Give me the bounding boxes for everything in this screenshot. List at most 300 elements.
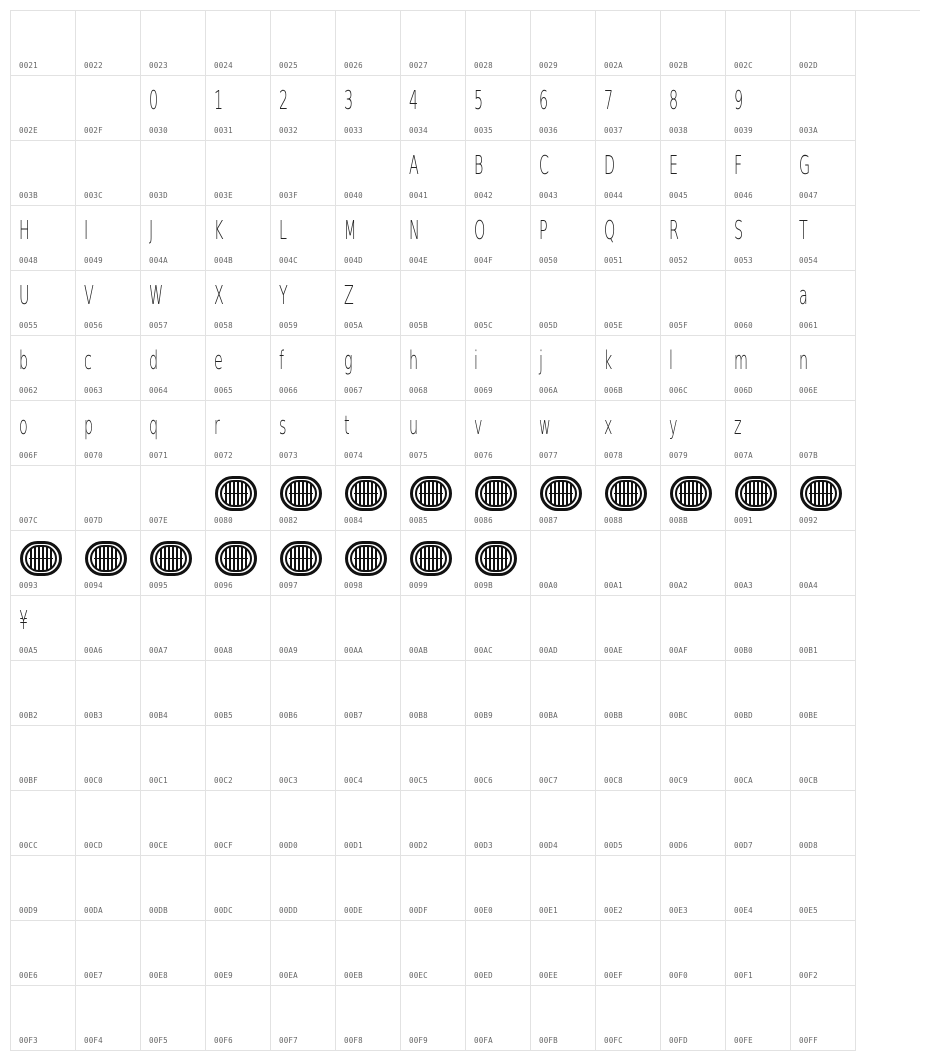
badge-glyph-icon <box>345 476 387 511</box>
glyph-cell <box>726 531 791 596</box>
glyph-codepoint: 0062 <box>19 386 38 395</box>
badge-glyph-icon <box>215 476 257 511</box>
glyph-codepoint: 0060 <box>734 321 753 330</box>
glyph-cell <box>726 11 791 76</box>
glyph-codepoint: 00A0 <box>539 581 558 590</box>
badge-glyph-icon <box>540 476 582 511</box>
glyph-cell <box>726 856 791 921</box>
glyph-preview: 6 <box>539 86 549 116</box>
glyph-codepoint: 00CC <box>19 841 38 850</box>
badge-glyph-icon <box>800 476 842 511</box>
glyph-codepoint: 00C9 <box>669 776 688 785</box>
glyph-cell <box>531 11 596 76</box>
glyph-codepoint: 003B <box>19 191 38 200</box>
glyph-codepoint: 00A2 <box>669 581 688 590</box>
glyph-preview: Z <box>344 281 354 311</box>
glyph-codepoint: 00CE <box>149 841 168 850</box>
glyph-codepoint: 0071 <box>149 451 168 460</box>
glyph-cell <box>336 531 401 596</box>
glyph-codepoint: 0085 <box>409 516 428 525</box>
glyph-cell <box>791 531 856 596</box>
glyph-codepoint: 00A5 <box>19 646 38 655</box>
glyph-codepoint: 00B4 <box>149 711 168 720</box>
glyph-cell <box>791 76 856 141</box>
glyph-cell <box>791 661 856 726</box>
glyph-cell <box>76 401 141 466</box>
glyph-cell <box>726 661 791 726</box>
badge-glyph <box>280 541 322 576</box>
glyph-codepoint: 00D4 <box>539 841 558 850</box>
glyph-codepoint: 0032 <box>279 126 298 135</box>
glyph-preview: Q <box>604 216 616 246</box>
glyph-cell <box>11 856 76 921</box>
glyph-cell <box>531 76 596 141</box>
glyph-cell <box>271 726 336 791</box>
glyph-codepoint: 00E7 <box>84 971 103 980</box>
glyph-cell <box>76 856 141 921</box>
glyph-cell <box>596 661 661 726</box>
badge-glyph-icon <box>410 476 452 511</box>
glyph-cell <box>271 856 336 921</box>
badge-glyph <box>85 541 127 576</box>
glyph-cell <box>141 271 206 336</box>
glyph-cell <box>531 856 596 921</box>
glyph-codepoint: 006C <box>669 386 688 395</box>
glyph-preview: o <box>19 411 28 441</box>
glyph-codepoint: 0037 <box>604 126 623 135</box>
glyph-cell <box>661 596 726 661</box>
glyph-codepoint: 005F <box>669 321 688 330</box>
glyph-preview: P <box>539 216 548 246</box>
glyph-cell <box>11 206 76 271</box>
glyph-cell <box>596 466 661 531</box>
glyph-codepoint: 0099 <box>409 581 428 590</box>
glyph-preview: G <box>799 151 811 181</box>
glyph-codepoint: 006B <box>604 386 623 395</box>
glyph-codepoint: 0082 <box>279 516 298 525</box>
glyph-cell <box>206 76 271 141</box>
glyph-codepoint: 0086 <box>474 516 493 525</box>
glyph-codepoint: 00E4 <box>734 906 753 915</box>
glyph-cell <box>726 271 791 336</box>
glyph-codepoint: 00D9 <box>19 906 38 915</box>
glyph-cell <box>466 206 531 271</box>
glyph-cell <box>141 596 206 661</box>
glyph-cell <box>531 271 596 336</box>
glyph-cell <box>661 921 726 986</box>
glyph-codepoint: 003A <box>799 126 818 135</box>
glyph-cell <box>401 726 466 791</box>
badge-glyph-icon <box>20 541 62 576</box>
glyph-preview: V <box>84 281 94 311</box>
glyph-codepoint: 00B2 <box>19 711 38 720</box>
glyph-cell <box>271 986 336 1051</box>
glyph-preview: a <box>799 281 808 311</box>
glyph-codepoint: 0055 <box>19 321 38 330</box>
glyph-codepoint: 0052 <box>669 256 688 265</box>
glyph-codepoint: 00CF <box>214 841 233 850</box>
glyph-cell <box>76 596 141 661</box>
glyph-codepoint: 00B3 <box>84 711 103 720</box>
glyph-codepoint: 0046 <box>734 191 753 200</box>
glyph-preview: l <box>669 346 673 376</box>
glyph-codepoint: 0031 <box>214 126 233 135</box>
glyph-cell <box>466 271 531 336</box>
badge-glyph <box>670 476 712 511</box>
glyph-cell <box>401 76 466 141</box>
glyph-codepoint: 00E8 <box>149 971 168 980</box>
glyph-cell <box>661 791 726 856</box>
glyph-cell <box>11 791 76 856</box>
glyph-codepoint: 004B <box>214 256 233 265</box>
glyph-codepoint: 00E0 <box>474 906 493 915</box>
glyph-cell <box>76 466 141 531</box>
glyph-cell <box>661 661 726 726</box>
glyph-cell <box>596 401 661 466</box>
glyph-codepoint: 00FF <box>799 1036 818 1045</box>
glyph-codepoint: 00F5 <box>149 1036 168 1045</box>
glyph-cell <box>206 921 271 986</box>
glyph-cell <box>141 661 206 726</box>
glyph-codepoint: 00DE <box>344 906 363 915</box>
glyph-codepoint: 00CB <box>799 776 818 785</box>
glyph-codepoint: 0040 <box>344 191 363 200</box>
badge-glyph <box>605 476 647 511</box>
glyph-cell <box>726 466 791 531</box>
glyph-codepoint: 004A <box>149 256 168 265</box>
glyph-grid <box>10 10 920 1051</box>
glyph-cell <box>401 921 466 986</box>
glyph-cell <box>661 466 726 531</box>
glyph-codepoint: 0029 <box>539 61 558 70</box>
glyph-preview: z <box>734 411 742 441</box>
glyph-cell <box>271 661 336 726</box>
glyph-cell <box>76 661 141 726</box>
glyph-cell <box>466 11 531 76</box>
glyph-cell <box>11 726 76 791</box>
glyph-cell <box>206 466 271 531</box>
glyph-codepoint: 00CA <box>734 776 753 785</box>
glyph-cell <box>141 206 206 271</box>
glyph-cell <box>11 661 76 726</box>
glyph-cell <box>206 401 271 466</box>
glyph-codepoint: 0061 <box>799 321 818 330</box>
glyph-codepoint: 006D <box>734 386 753 395</box>
glyph-cell <box>531 596 596 661</box>
glyph-codepoint: 0068 <box>409 386 428 395</box>
glyph-cell <box>596 856 661 921</box>
glyph-cell <box>596 986 661 1051</box>
glyph-preview: 7 <box>604 86 614 116</box>
glyph-codepoint: 00EE <box>539 971 558 980</box>
glyph-codepoint: 003D <box>149 191 168 200</box>
glyph-preview: E <box>669 151 679 181</box>
badge-glyph-icon <box>280 541 322 576</box>
glyph-codepoint: 00DC <box>214 906 233 915</box>
glyph-codepoint: 0045 <box>669 191 688 200</box>
glyph-codepoint: 0042 <box>474 191 493 200</box>
glyph-codepoint: 00A9 <box>279 646 298 655</box>
badge-glyph-icon <box>85 541 127 576</box>
badge-glyph <box>410 476 452 511</box>
glyph-codepoint: 0063 <box>84 386 103 395</box>
glyph-cell <box>661 271 726 336</box>
glyph-preview: W <box>149 281 164 311</box>
glyph-cell <box>141 466 206 531</box>
glyph-cell <box>401 11 466 76</box>
glyph-cell <box>206 596 271 661</box>
glyph-cell <box>791 336 856 401</box>
glyph-codepoint: 00F3 <box>19 1036 38 1045</box>
glyph-preview: y <box>669 411 678 441</box>
glyph-cell <box>271 531 336 596</box>
glyph-codepoint: 0077 <box>539 451 558 460</box>
glyph-preview: k <box>604 346 613 376</box>
glyph-codepoint: 002D <box>799 61 818 70</box>
glyph-preview: Y <box>279 281 288 311</box>
glyph-codepoint: 003E <box>214 191 233 200</box>
glyph-codepoint: 0056 <box>84 321 103 330</box>
badge-glyph-icon <box>475 541 517 576</box>
glyph-cell <box>401 791 466 856</box>
glyph-cell <box>791 856 856 921</box>
glyph-preview: u <box>409 411 419 441</box>
glyph-preview: U <box>19 281 30 311</box>
glyph-preview: f <box>279 346 285 376</box>
badge-glyph <box>345 476 387 511</box>
glyph-cell <box>596 726 661 791</box>
glyph-cell <box>336 76 401 141</box>
glyph-cell <box>596 141 661 206</box>
glyph-cell <box>661 856 726 921</box>
glyph-cell <box>726 401 791 466</box>
glyph-codepoint: 0023 <box>149 61 168 70</box>
badge-glyph <box>215 476 257 511</box>
badge-glyph <box>735 476 777 511</box>
glyph-cell <box>531 466 596 531</box>
glyph-codepoint: 00A8 <box>214 646 233 655</box>
glyph-cell <box>271 791 336 856</box>
glyph-preview: 0 <box>149 86 159 116</box>
glyph-cell <box>661 531 726 596</box>
glyph-cell <box>466 726 531 791</box>
glyph-preview: s <box>279 411 287 441</box>
glyph-codepoint: 00EF <box>604 971 623 980</box>
glyph-codepoint: 0069 <box>474 386 493 395</box>
badge-glyph-icon <box>410 541 452 576</box>
glyph-codepoint: 0095 <box>149 581 168 590</box>
glyph-preview: R <box>669 216 679 246</box>
glyph-codepoint: 00AB <box>409 646 428 655</box>
glyph-codepoint: 0073 <box>279 451 298 460</box>
glyph-cell <box>336 11 401 76</box>
glyph-codepoint: 0039 <box>734 126 753 135</box>
glyph-codepoint: 00BD <box>734 711 753 720</box>
glyph-cell <box>11 921 76 986</box>
glyph-cell <box>206 271 271 336</box>
glyph-cell <box>141 921 206 986</box>
badge-glyph-icon <box>280 476 322 511</box>
glyph-cell <box>726 336 791 401</box>
glyph-codepoint: 0065 <box>214 386 233 395</box>
glyph-codepoint: 0024 <box>214 61 233 70</box>
glyph-preview: c <box>84 346 92 376</box>
glyph-codepoint: 0044 <box>604 191 623 200</box>
glyph-cell <box>401 531 466 596</box>
glyph-cell <box>596 76 661 141</box>
glyph-cell <box>336 271 401 336</box>
glyph-cell <box>726 726 791 791</box>
glyph-cell <box>11 11 76 76</box>
glyph-preview: b <box>19 346 29 376</box>
glyph-codepoint: 00D5 <box>604 841 623 850</box>
glyph-codepoint: 003C <box>84 191 103 200</box>
glyph-codepoint: 00A1 <box>604 581 623 590</box>
glyph-cell <box>141 336 206 401</box>
glyph-cell <box>531 531 596 596</box>
glyph-codepoint: 002A <box>604 61 623 70</box>
glyph-codepoint: 0092 <box>799 516 818 525</box>
glyph-codepoint: 0054 <box>799 256 818 265</box>
glyph-cell <box>11 271 76 336</box>
glyph-codepoint: 0041 <box>409 191 428 200</box>
glyph-preview: r <box>214 411 220 441</box>
glyph-cell <box>791 206 856 271</box>
glyph-cell <box>726 921 791 986</box>
glyph-cell <box>466 76 531 141</box>
glyph-cell <box>726 141 791 206</box>
glyph-cell <box>206 336 271 401</box>
glyph-cell <box>401 336 466 401</box>
glyph-preview: d <box>149 346 159 376</box>
glyph-codepoint: 00D3 <box>474 841 493 850</box>
glyph-cell <box>336 596 401 661</box>
glyph-codepoint: 00D2 <box>409 841 428 850</box>
glyph-codepoint: 00DB <box>149 906 168 915</box>
glyph-cell <box>141 986 206 1051</box>
glyph-codepoint: 0093 <box>19 581 38 590</box>
glyph-cell <box>76 11 141 76</box>
glyph-codepoint: 004D <box>344 256 363 265</box>
glyph-codepoint: 0025 <box>279 61 298 70</box>
glyph-codepoint: 00FA <box>474 1036 493 1045</box>
glyph-codepoint: 0074 <box>344 451 363 460</box>
glyph-cell <box>531 921 596 986</box>
glyph-codepoint: 002E <box>19 126 38 135</box>
glyph-cell <box>531 401 596 466</box>
glyph-codepoint: 00BC <box>669 711 688 720</box>
glyph-cell <box>336 141 401 206</box>
badge-glyph <box>280 476 322 511</box>
glyph-cell <box>271 921 336 986</box>
glyph-codepoint: 00B9 <box>474 711 493 720</box>
glyph-codepoint: 00FB <box>539 1036 558 1045</box>
glyph-cell <box>401 271 466 336</box>
glyph-cell <box>661 76 726 141</box>
glyph-cell <box>271 11 336 76</box>
glyph-cell <box>466 921 531 986</box>
glyph-codepoint: 0087 <box>539 516 558 525</box>
glyph-codepoint: 00C4 <box>344 776 363 785</box>
glyph-preview: n <box>799 346 809 376</box>
glyph-preview: i <box>474 346 478 376</box>
glyph-codepoint: 0059 <box>279 321 298 330</box>
glyph-codepoint: 0053 <box>734 256 753 265</box>
glyph-cell <box>466 401 531 466</box>
glyph-cell <box>726 76 791 141</box>
glyph-codepoint: 0057 <box>149 321 168 330</box>
glyph-codepoint: 009B <box>474 581 493 590</box>
glyph-codepoint: 00E9 <box>214 971 233 980</box>
glyph-codepoint: 00BE <box>799 711 818 720</box>
glyph-cell <box>11 531 76 596</box>
glyph-codepoint: 00F2 <box>799 971 818 980</box>
glyph-cell <box>466 336 531 401</box>
glyph-codepoint: 00EC <box>409 971 428 980</box>
glyph-preview: q <box>149 411 159 441</box>
glyph-codepoint: 00BA <box>539 711 558 720</box>
glyph-cell <box>11 596 76 661</box>
glyph-cell <box>401 141 466 206</box>
glyph-preview: p <box>84 411 94 441</box>
glyph-codepoint: 00D0 <box>279 841 298 850</box>
glyph-codepoint: 00FE <box>734 1036 753 1045</box>
glyph-cell <box>596 791 661 856</box>
glyph-codepoint: 00AC <box>474 646 493 655</box>
glyph-cell <box>271 596 336 661</box>
glyph-cell <box>206 856 271 921</box>
glyph-preview: A <box>409 151 419 181</box>
glyph-preview: x <box>604 411 613 441</box>
glyph-codepoint: 0058 <box>214 321 233 330</box>
glyph-cell <box>11 401 76 466</box>
glyph-codepoint: 0050 <box>539 256 558 265</box>
glyph-codepoint: 00C7 <box>539 776 558 785</box>
glyph-cell <box>531 141 596 206</box>
glyph-preview: T <box>799 216 808 246</box>
glyph-codepoint: 00B5 <box>214 711 233 720</box>
glyph-codepoint: 008B <box>669 516 688 525</box>
glyph-codepoint: 0064 <box>149 386 168 395</box>
glyph-codepoint: 00B6 <box>279 711 298 720</box>
glyph-codepoint: 0076 <box>474 451 493 460</box>
glyph-codepoint: 00AE <box>604 646 623 655</box>
glyph-codepoint: 00AF <box>669 646 688 655</box>
glyph-codepoint: 00A6 <box>84 646 103 655</box>
glyph-codepoint: 00C6 <box>474 776 493 785</box>
glyph-cell <box>76 531 141 596</box>
glyph-cell <box>76 206 141 271</box>
glyph-codepoint: 00AD <box>539 646 558 655</box>
glyph-codepoint: 006E <box>799 386 818 395</box>
glyph-codepoint: 00ED <box>474 971 493 980</box>
glyph-codepoint: 0096 <box>214 581 233 590</box>
glyph-codepoint: 0043 <box>539 191 558 200</box>
badge-glyph <box>475 476 517 511</box>
glyph-codepoint: 00C8 <box>604 776 623 785</box>
glyph-codepoint: 00C5 <box>409 776 428 785</box>
glyph-cell <box>661 11 726 76</box>
glyph-cell <box>271 141 336 206</box>
glyph-cell <box>206 986 271 1051</box>
glyph-codepoint: 00F7 <box>279 1036 298 1045</box>
glyph-cell <box>466 661 531 726</box>
badge-glyph-icon <box>670 476 712 511</box>
glyph-cell <box>336 726 401 791</box>
badge-glyph <box>410 541 452 576</box>
badge-glyph <box>20 541 62 576</box>
glyph-cell <box>76 271 141 336</box>
